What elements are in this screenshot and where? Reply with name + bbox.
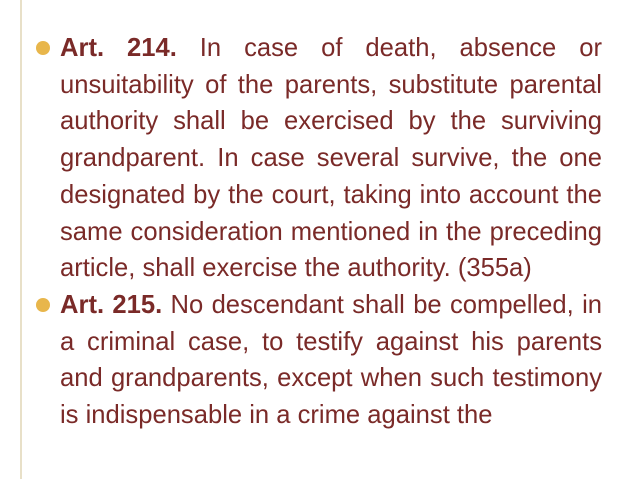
article-text: No descendant shall be compelled, in a criminal case, to testify against his parents and grandparents, except when such testimony is indispensable in a crime against the [60, 290, 602, 430]
slide-border-line [20, 0, 22, 479]
bullet-icon [36, 298, 50, 312]
bullet-icon [36, 41, 50, 55]
list-item-art-214 [36, 30, 602, 287]
article-paragraph [60, 287, 602, 434]
article-label: Art. 215. [60, 290, 163, 319]
article-label: Art. 214. [60, 34, 177, 62]
bullet-list [36, 30, 602, 434]
article-text: In case of death, absence or unsuitability of the parents, substitute parental authority shall be exercised by the surviving grandparent. In case several survive, the one designated by the court, taking into account the same consideration mentioned in the preceding article, shall exercise the authority. (355a) [60, 34, 602, 283]
article-paragraph [60, 30, 602, 287]
list-item-art-215 [36, 287, 602, 434]
